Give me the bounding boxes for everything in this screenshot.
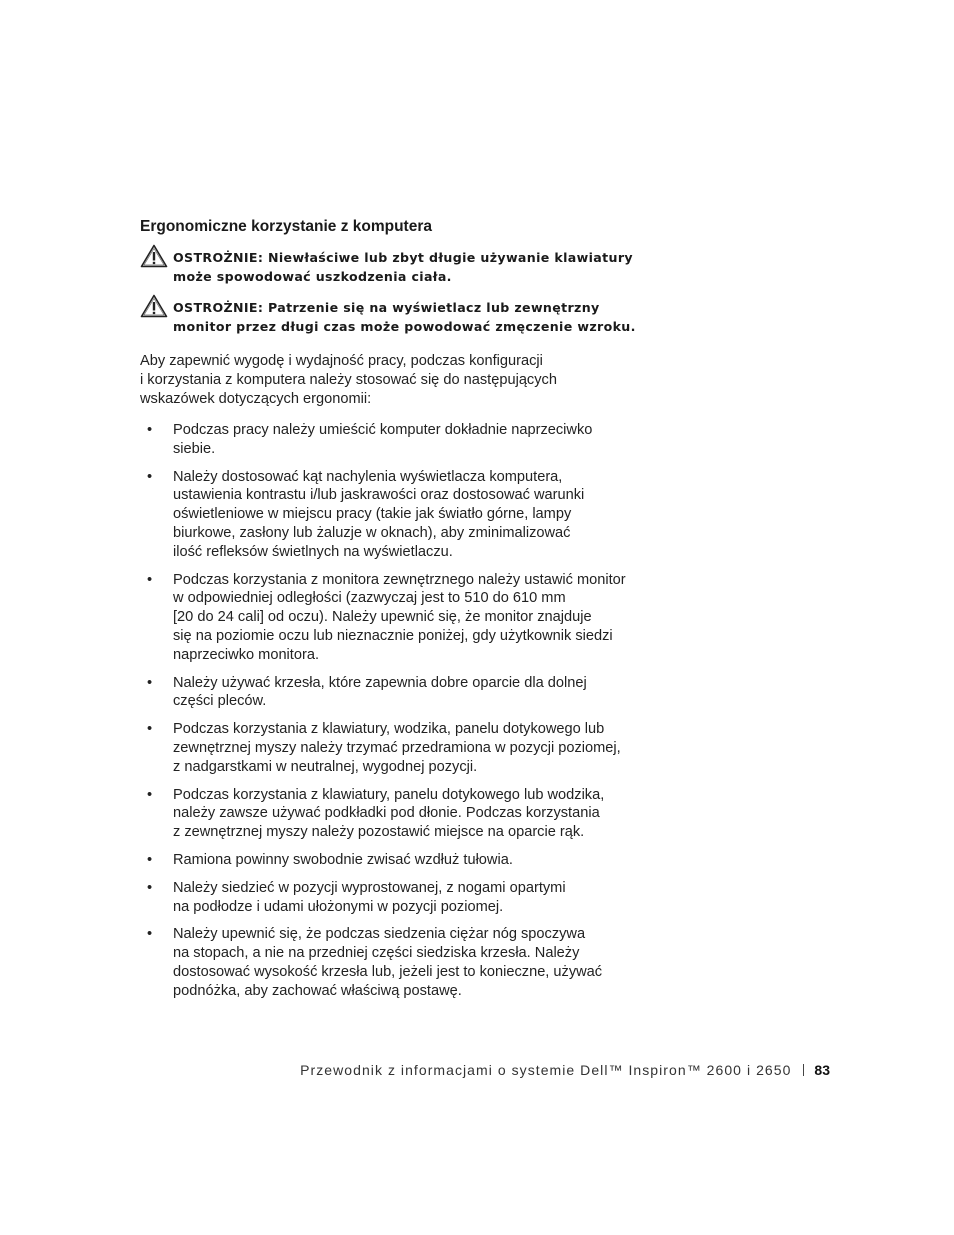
list-item <box>140 571 628 665</box>
bullet-dot: • <box>147 786 153 803</box>
list-item-line: na stopach, a nie na przedniej części siedziska krzesła. Należy <box>173 945 580 962</box>
section-heading: Ergonomiczne korzystanie z komputera <box>140 218 432 235</box>
list-item-line: Należy siedzieć w pozycji wyprostowanej, z nogami opartymi <box>173 879 566 896</box>
bullet-dot: • <box>147 571 153 588</box>
list-item-line: Podczas korzystania z klawiatury, wodzika, panelu dotykowego lub <box>173 721 605 738</box>
intro-paragraph <box>140 352 580 409</box>
bullet-dot: • <box>147 468 153 485</box>
caution-line: monitor przez długi czas może powodować zmęczenie wzroku. <box>173 319 636 334</box>
list-item-line: siebie. <box>173 440 216 457</box>
caution-notice-2 <box>140 298 643 336</box>
intro-line: i korzystania z komputera należy stosować się do następujących <box>140 372 557 388</box>
list-item-line: na podłodze i udami ułożonymi w pozycji poziomej. <box>173 898 504 915</box>
list-item-line: Podczas pracy należy umieścić komputer dokładnie naprzeciwko <box>173 422 593 438</box>
list-item-line: się na poziomie oczu lub nieznacznie poniżej, gdy użytkownik siedzi <box>173 627 613 644</box>
list-item-line: ustawienia kontrastu i/lub jaskrawości oraz dostosować warunki <box>173 487 585 504</box>
list-item-line: dostosować wysokość krzesła lub, jeżeli jest to konieczne, używać <box>173 963 603 980</box>
footer-separator <box>803 1064 804 1076</box>
intro-line: Aby zapewnić wygodę i wydajność pracy, podczas konfiguracji <box>140 353 543 369</box>
bullet-dot: • <box>147 674 153 691</box>
caution-line: OSTROŻNIE: Patrzenie się na wyświetlacz lub zewnętrzny <box>173 300 600 315</box>
intro-line: wskazówek dotyczących ergonomii: <box>140 391 372 407</box>
bullet-dot: • <box>147 851 153 868</box>
list-item-line: Podczas korzystania z klawiatury, panelu dotykowego lub wodzika, <box>173 786 605 803</box>
bullet-dot: • <box>147 721 153 738</box>
list-item-line: biurkowe, zasłony lub żaluzje w oknach), aby zminimalizować <box>173 524 571 541</box>
page-content <box>140 218 640 1010</box>
list-item-line: w odpowiedniej odległości (zazwyczaj jest to 510 do 610 mm <box>173 590 566 607</box>
bullet-dot: • <box>147 422 153 438</box>
list-item-line: Należy używać krzesła, które zapewnia dobre oparcie dla dolnej <box>173 674 587 691</box>
list-item-line: należy zawsze używać podkładki pod dłonie. Podczas korzystania <box>173 805 600 822</box>
list-item <box>140 786 628 842</box>
list-item-line: zewnętrznej myszy należy trzymać przedramiona w pozycji poziomej, <box>173 739 621 756</box>
caution-notice-1 <box>140 248 643 286</box>
list-item-line: Ramiona powinny swobodnie zwisać wzdłuż tułowia. <box>173 851 513 868</box>
bullet-dot: • <box>147 926 153 943</box>
bullet-dot: • <box>147 879 153 896</box>
caution-line: OSTROŻNIE: Niewłaściwe lub zbyt długie używanie klawiatury <box>173 250 633 265</box>
list-item-line: Podczas korzystania z monitora zewnętrznego należy ustawić monitor <box>173 571 626 588</box>
list-item <box>140 925 628 1000</box>
warning-triangle-icon <box>140 244 168 268</box>
list-item-line: podnóżka, aby zachować właściwą postawę. <box>173 982 462 999</box>
warning-triangle-icon <box>140 294 168 318</box>
list-item-line: oświetleniowe w miejscu pracy (takie jak światło górne, lampy <box>173 506 572 523</box>
page-footer <box>300 1062 830 1078</box>
list-item-line: naprzeciwko monitora. <box>173 646 320 663</box>
ergonomics-tips-list <box>140 421 640 1001</box>
list-item <box>140 851 628 870</box>
page-number: 83 <box>814 1062 830 1078</box>
list-item <box>140 468 628 562</box>
list-item-line: z zewnętrznej myszy należy pozostawić miejsce na oparcie rąk. <box>173 824 585 841</box>
list-item <box>140 879 628 917</box>
list-item-line: Należy dostosować kąt nachylenia wyświetlacza komputera, <box>173 468 563 485</box>
list-item-line: Należy upewnić się, że podczas siedzenia ciężar nóg spoczywa <box>173 926 586 943</box>
list-item-line: [20 do 24 cali] od oczu). Należy upewnić się, że monitor znajduje <box>173 609 592 626</box>
list-item <box>140 674 628 712</box>
caution-line: może spowodować uszkodzenia ciała. <box>173 269 452 284</box>
list-item-line: części pleców. <box>173 693 267 710</box>
list-item-line: ilość refleksów świetlnych na wyświetlaczu. <box>173 543 453 560</box>
list-item <box>140 720 628 776</box>
list-item-line: z nadgarstkami w neutralnej, wygodnej pozycji. <box>173 758 478 775</box>
footer-title: Przewodnik z informacjami o systemie Dell™ Inspiron™ 2600 i 2650 <box>300 1062 792 1078</box>
list-item <box>140 421 628 459</box>
